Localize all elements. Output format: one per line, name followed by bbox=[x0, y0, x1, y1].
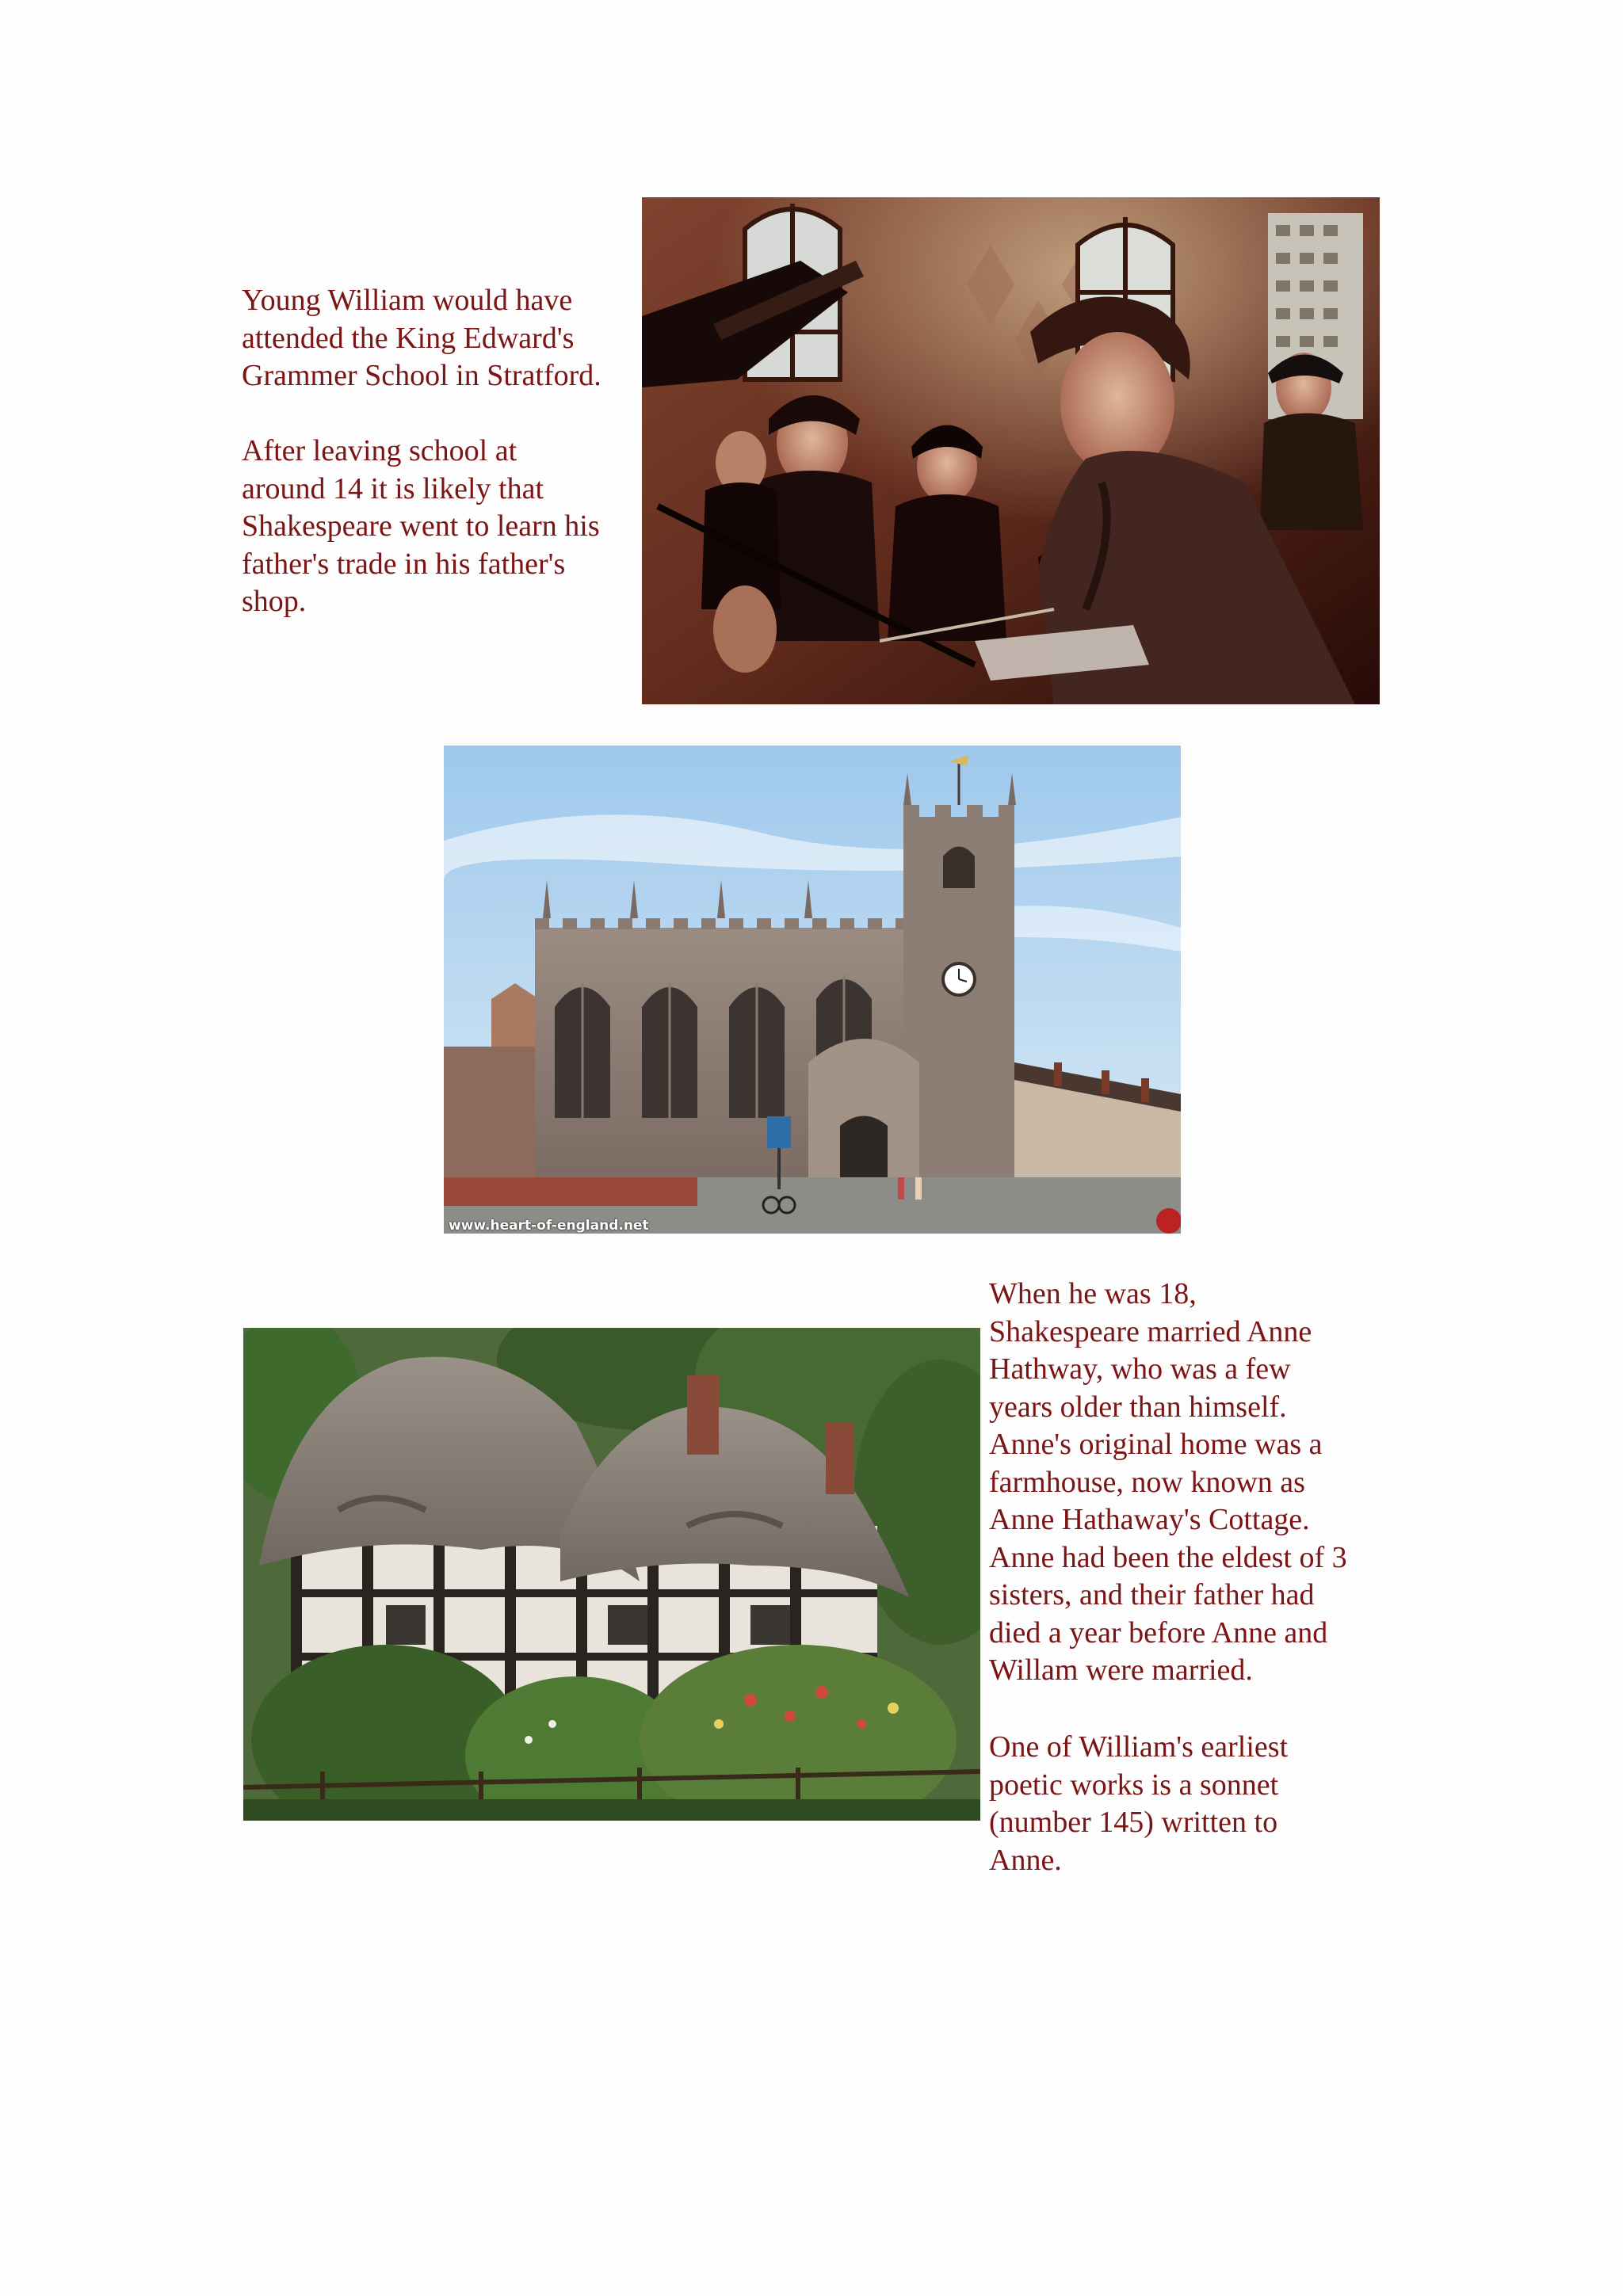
marriage-paragraph-1: When he was 18, Shakespeare married Anne Hathway, who was a few years older than himself. Anne's original home was a farmhouse, now known as Anne Hathaway's Cottage. Anne had been the eldest of 3 sisters, and their father had died a year before Anne and Willam were married. bbox=[989, 1277, 1347, 1687]
cottage-photo bbox=[243, 1328, 980, 1821]
school-paragraph-2: After leaving school at around 14 it is likely that Shakespeare went to learn his father's trade in his father's shop. bbox=[242, 434, 600, 618]
marriage-paragraph-2: One of William's earliest poetic works is a sonnet (number 145) written to Anne. bbox=[989, 1730, 1289, 1877]
school-paragraph-1: Young William would have attended the King Edward's Grammer School in Stratford. bbox=[242, 284, 601, 392]
classroom-photo bbox=[642, 197, 1380, 704]
guild-chapel-photo bbox=[444, 746, 1181, 1234]
photo-watermark: www.heart-of-england.net bbox=[449, 1218, 649, 1234]
